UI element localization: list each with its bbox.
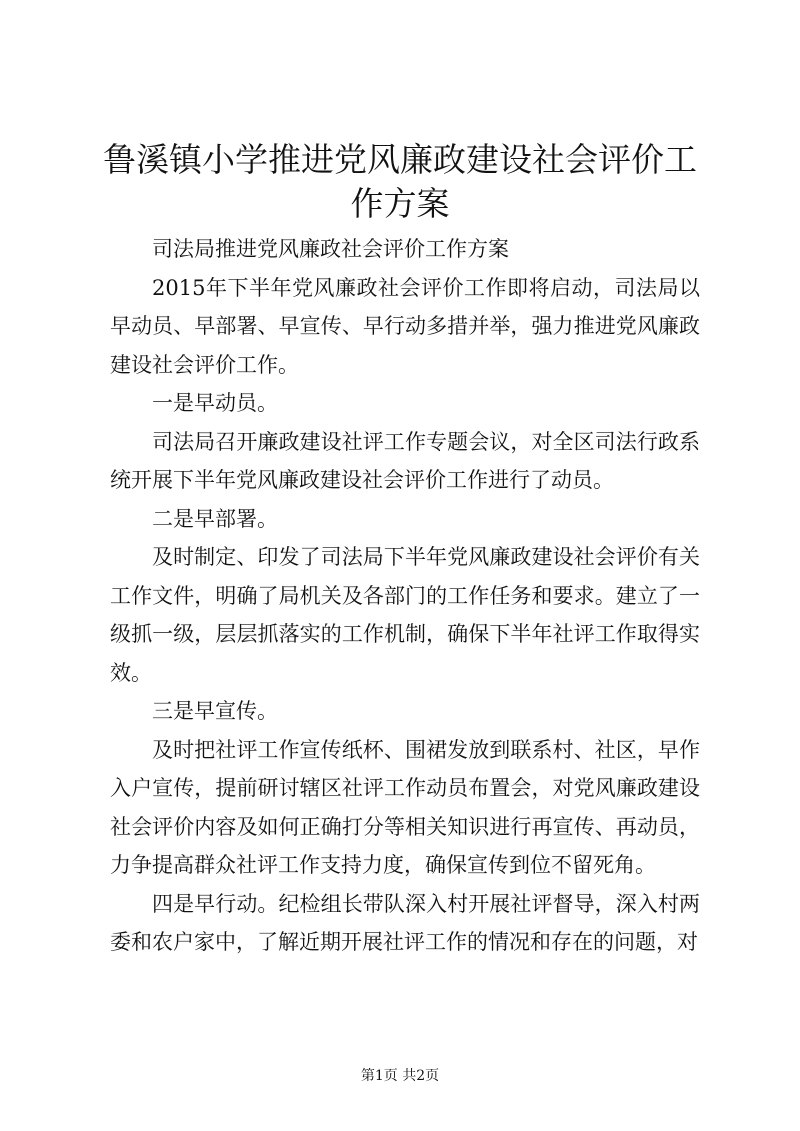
paragraph-subtitle: 司法局推进党风廉政社会评价工作方案 bbox=[152, 237, 509, 261]
paragraph-publicity: 及时把社评工作宣传纸杯、围裙发放到联系村、社区，早作入户宣传，提前研讨辖区社评工作动员布置会，对党风廉政建设社会评价内容及如何正确打分等相关知识进行再宣传、再动员，力争提高群众社评工作支持力度，确保宣传到位不留死角。 bbox=[110, 737, 700, 877]
paragraph-deployment: 及时制定、印发了司法局下半年党风廉政建设社会评价有关工作文件，明确了局机关及各部门的工作任务和要求。建立了一级抓一级，层层抓落实的工作机制，确保下半年社评工作取得实效。 bbox=[110, 545, 700, 685]
document-title: 鲁溪镇小学推进党风廉政建设社会评价工作方案 bbox=[103, 140, 697, 223]
heading-early-deployment: 二是早部署。 bbox=[152, 506, 278, 531]
paragraph-mobilization: 司法局召开廉政建设社评工作专题会议，对全区司法行政系统开展下半年党风廉政建设社会评价工作进行了动员。 bbox=[110, 429, 700, 492]
heading-early-publicity: 三是早宣传。 bbox=[152, 699, 278, 723]
paragraph-intro: 2015年下半年党风廉政社会评价工作即将启动，司法局以早动员、早部署、早宣传、早行动多措并举，强力推进党风廉政建设社会评价工作。 bbox=[110, 275, 700, 377]
page-number-footer: 第1页 共2页 bbox=[360, 1068, 440, 1084]
heading-early-mobilization: 一是早动员。 bbox=[152, 391, 278, 415]
paragraph-early-action: 四是早行动。纪检组长带队深入村开展社评督导，深入村两委和农户家中，了解近期开展社评工作的情况和存在的问题，对 bbox=[110, 891, 700, 954]
document-body bbox=[110, 230, 700, 962]
